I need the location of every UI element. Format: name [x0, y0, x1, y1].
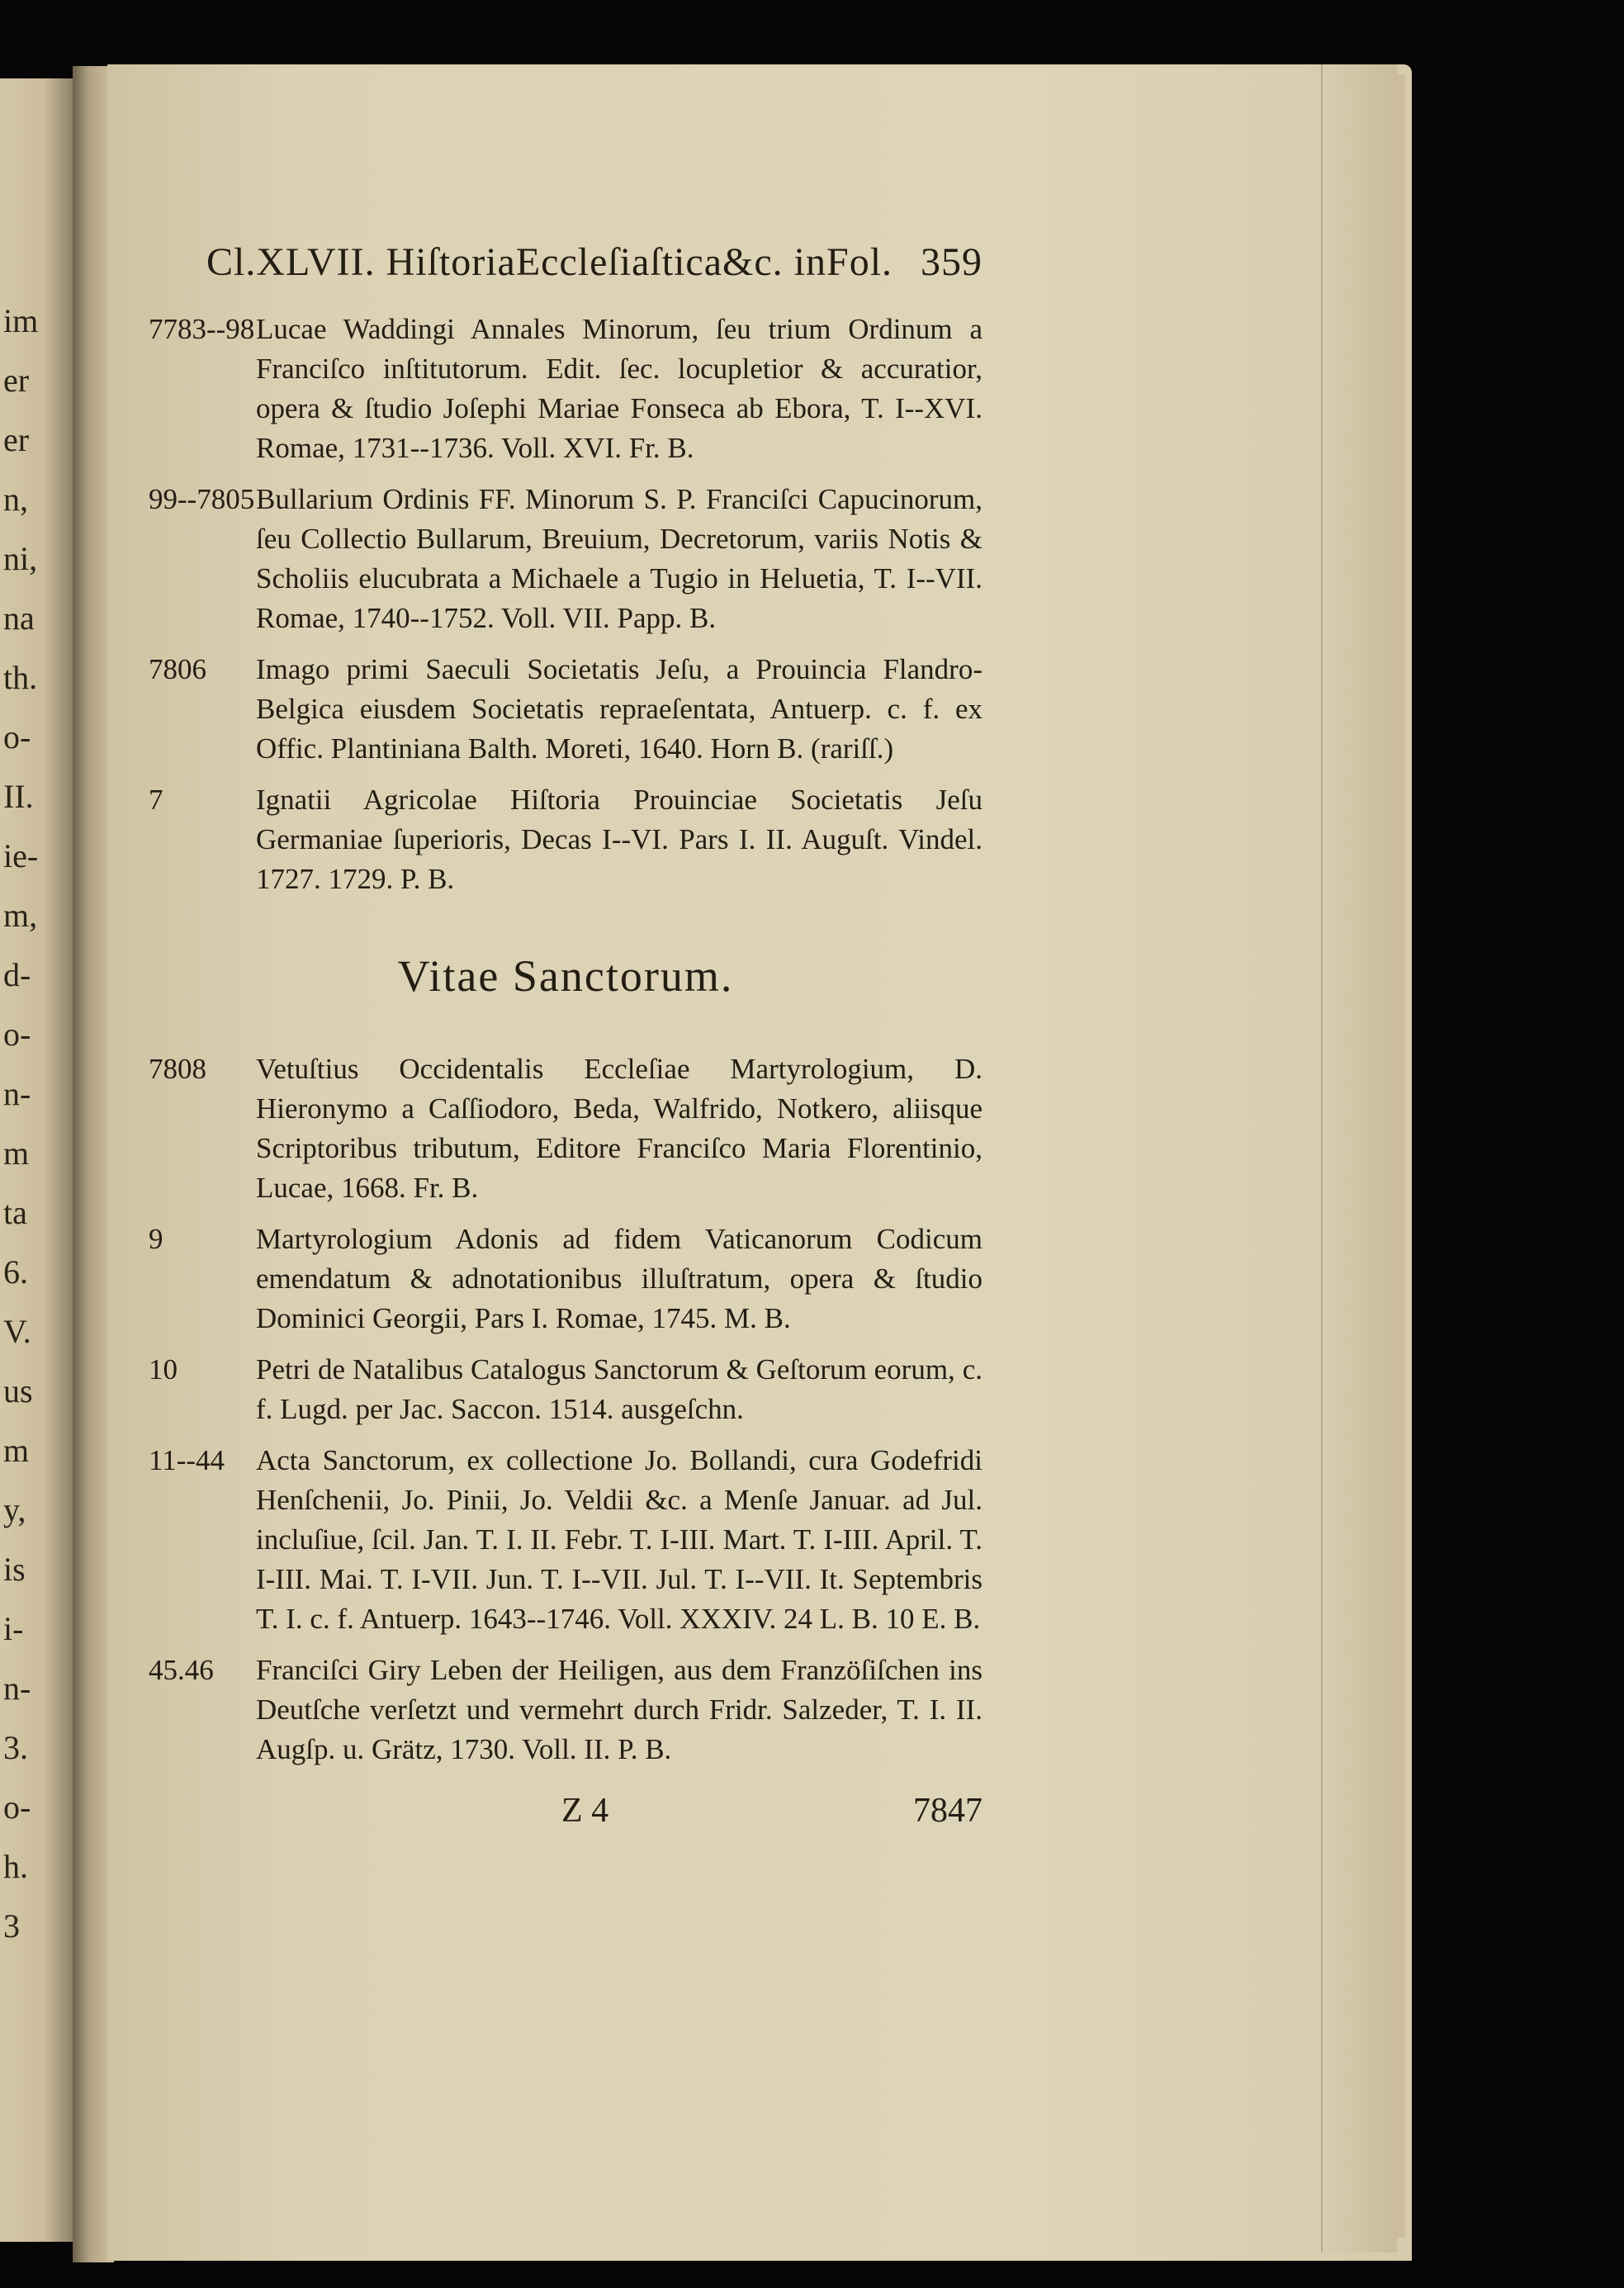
page-edge [1321, 64, 1397, 2252]
left-page-fragment: ta [3, 1194, 27, 1231]
entry-text: Acta Sanctorum, ex collectione Jo. Bollandi, cura Godefridi Henſchenii, Jo. Pinii, Jo. Veldii &c. a Menſe Januar. ad Jul. incluſiue, ſcil. Jan. T. I. II. Febr. T. I-III. Mart. T. I-III. April. T. I-III. Mai. T. I-VII. Jun. T. I--VII. Jul. T. I--VII. It. Septembris T. I. c. f. Antuerp. 1643--1746. Voll. XXXIV. 24 L. B. 10 E. B. [256, 1444, 982, 1635]
left-page-fragment: er [3, 362, 30, 399]
left-page-fragment: m [3, 1135, 30, 1172]
header-title: Cl.XLVII. HiſtoriaEccleſiaſtica&c. inFol. [206, 240, 893, 284]
entry-number: 10 [149, 1353, 178, 1386]
catalog-entry [149, 1220, 982, 1338]
entry-number: 99--7805 [149, 483, 255, 515]
catalog-entry [149, 310, 982, 468]
left-page-fragment: 3 [3, 1907, 20, 1945]
entry-number: 7808 [149, 1053, 206, 1085]
entry-list-saints [149, 1049, 982, 1769]
left-page-fragment: ni, [3, 540, 38, 577]
entry-text: Franciſci Giry Leben der Heiligen, aus dem Franzöſiſchen ins Deutſche verſetzt und vermehrt durch Fridr. Salzeder, T. I. II. Augſp. u. Grätz, 1730. Voll. II. P. B. [256, 1654, 982, 1765]
running-header [206, 239, 982, 285]
left-page-fragment: n- [3, 1075, 31, 1112]
left-page-fragment: 3. [3, 1729, 28, 1766]
left-page-fragment: n, [3, 481, 28, 518]
left-page-fragment: 6. [3, 1253, 28, 1291]
catchword: 7847 [913, 1792, 982, 1830]
entry-list [149, 310, 982, 899]
entry-number: 45.46 [149, 1654, 214, 1686]
entry-text: Ignatii Agricolae Hiſtoria Prouinciae Societatis Jeſu Germaniae ſuperioris, Decas I--VI. Pars I. II. Auguſt. Vindel. 1727. 1729. P. B. [256, 784, 982, 895]
catalog-entry [149, 1651, 982, 1769]
left-page-fragment: i- [3, 1610, 24, 1647]
left-page-fragment: n- [3, 1670, 31, 1707]
left-page-fragment: y, [3, 1491, 26, 1528]
entry-number: 7 [149, 784, 163, 816]
page-number: 359 [921, 240, 982, 284]
left-page-fragment: ie- [3, 837, 39, 874]
left-page-fragment: o- [3, 718, 31, 756]
page-content [149, 239, 982, 1831]
left-page-fragment: m [3, 1432, 30, 1469]
entry-text: Martyrologium Adonis ad fidem Vaticanorum Codicum emendatum & adnotationibus illuſtratum, opera & ſtudio Dominici Georgii, Pars I. Romae, 1745. M. B. [256, 1223, 982, 1334]
entry-text: Vetuſtius Occidentalis Eccleſiae Martyrologium, D. Hieronymo a Caſſiodoro, Beda, Walfrido, Notkero, aliisque Scriptoribus tributum, Editore Franciſco Maria Florentinio, Lucae, 1668. Fr. B. [256, 1053, 982, 1204]
entry-text: Petri de Natalibus Catalogus Sanctorum & Geſtorum eorum, c. f. Lugd. per Jac. Saccon. 1514. ausgeſchn. [256, 1353, 982, 1425]
left-page-fragment: o- [3, 1016, 31, 1053]
left-page-fragment: im [3, 302, 39, 339]
entry-number: 7783--98 [149, 313, 255, 345]
left-page-fragment: V. [3, 1313, 31, 1350]
entry-number: 9 [149, 1223, 163, 1255]
catalog-entry [149, 650, 982, 769]
page-footer [149, 1791, 982, 1831]
section-title: Vitae Sanctorum. [397, 951, 734, 1001]
entry-text: Imago primi Saeculi Societatis Jeſu, a Prouincia Flandro-Belgica eiusdem Societatis repraeſentata, Antuerp. c. f. ex Offic. Plantiniana Balth. Moreti, 1640. Horn B. (rariſſ.) [256, 653, 982, 765]
left-page-fragment: II. [3, 778, 34, 815]
left-page-fragment: is [3, 1551, 26, 1588]
left-page-fragment: h. [3, 1848, 28, 1885]
left-page-fragment: o- [3, 1788, 31, 1826]
signature-mark: Z 4 [561, 1792, 609, 1830]
catalog-entry [149, 480, 982, 638]
left-page-fragment: er [3, 421, 30, 458]
catalog-entry [149, 1441, 982, 1639]
entry-text: Bullarium Ordinis FF. Minorum S. P. Franciſci Capucinorum, ſeu Collectio Bullarum, Breuium, Decretorum, variis Notis & Scholiis elucubrata a Michaele a Tugio in Heluetia, T. I--VII. Romae, 1740--1752. Voll. VII. Papp. B. [256, 483, 982, 634]
left-page-fragment: th. [3, 659, 38, 696]
left-page-fragment: us [3, 1372, 33, 1409]
entry-number: 11--44 [149, 1444, 225, 1476]
left-page-fragment: d- [3, 956, 31, 993]
catalog-entry [149, 1350, 982, 1429]
left-page-fragment: na [3, 599, 35, 637]
left-page-edge [0, 78, 73, 2242]
left-page-fragment: m, [3, 897, 38, 934]
entry-number: 7806 [149, 653, 206, 685]
catalog-entry [149, 780, 982, 899]
catalog-entry [149, 1049, 982, 1208]
entry-text: Lucae Waddingi Annales Minorum, ſeu trium Ordinum a Franciſco inſtitutorum. Edit. ſec. locupletior & accuratior, opera & ſtudio Joſephi Mariae Fonseca ab Ebora, T. I--XVI. Romae, 1731--1736. Voll. XVI. Fr. B. [256, 313, 982, 464]
